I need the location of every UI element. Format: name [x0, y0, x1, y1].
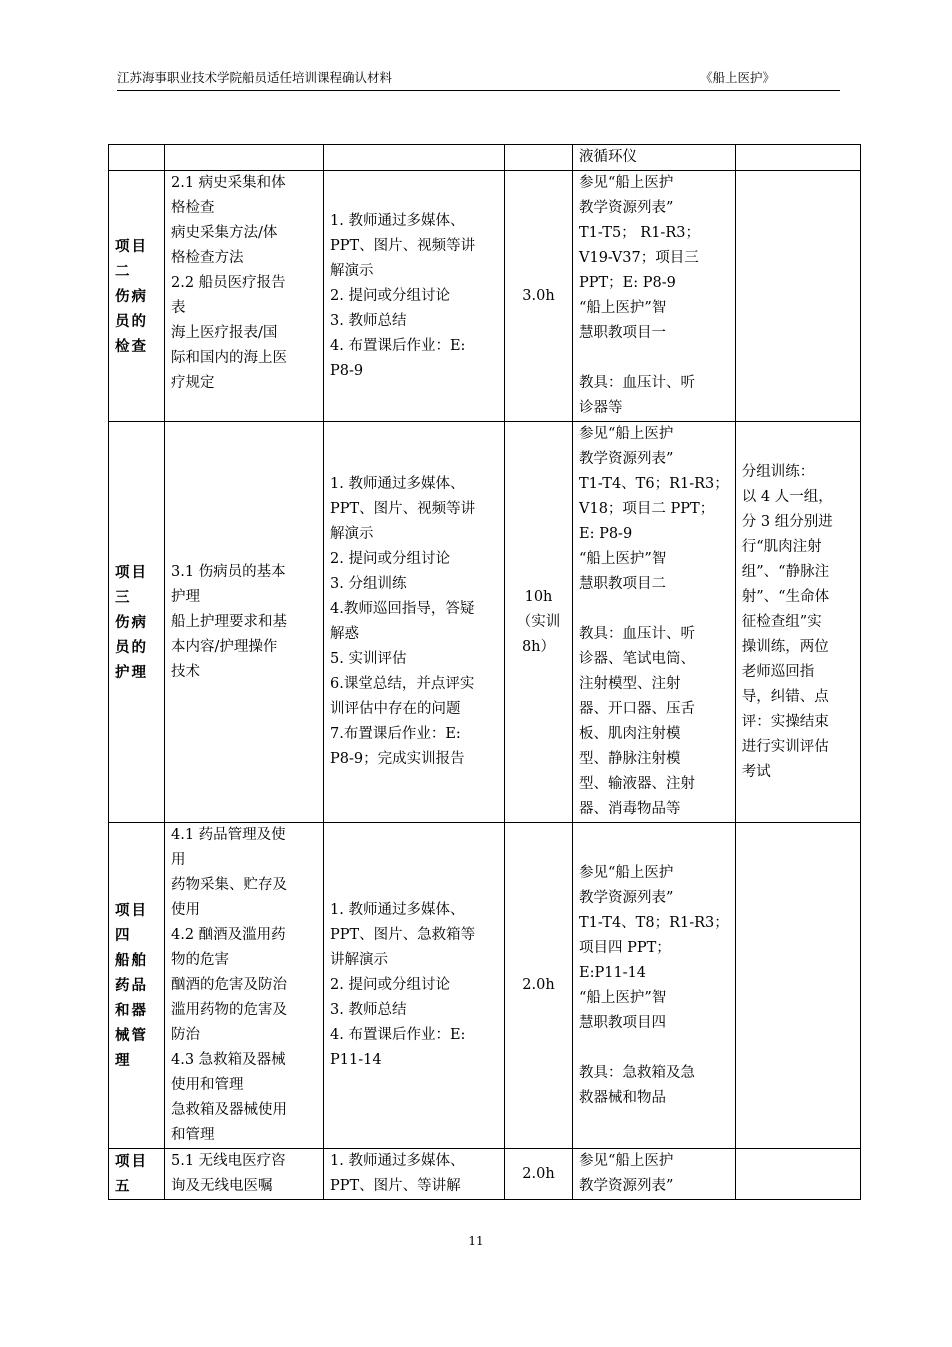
cell-line: 解演示	[330, 526, 374, 542]
cell-line: 教具：血压计、听	[579, 626, 695, 642]
table-row	[109, 145, 861, 171]
notes-cell	[735, 823, 860, 1149]
cell-line: 教具：急救箱及急	[579, 1064, 695, 1081]
cell-line: 讲解演示	[330, 952, 388, 968]
cell-line: 海上医疗报表/国	[171, 325, 278, 341]
header-course-title: 《船上医护》	[699, 70, 775, 85]
cell-line: 询及无线电医嘱	[171, 1178, 273, 1194]
cell-line: 3.1 伤病员的基本	[171, 563, 286, 580]
cell-line: 型、输液器、注射	[579, 776, 695, 792]
cell-line: 3. 教师总结	[330, 312, 407, 329]
cell-line: 诊器等	[579, 400, 623, 416]
cell-line: 8h）	[521, 638, 556, 655]
cell-line: 教学资源列表”	[579, 1178, 674, 1194]
notes-cell	[735, 422, 860, 823]
cell-line: 3. 分组训练	[330, 576, 407, 592]
cell-line: 导，纠错、点	[741, 688, 829, 705]
cell-line: PPT、图片、视频等讲	[330, 237, 476, 254]
cell-line: 行“肌肉注射	[741, 538, 822, 555]
table-row	[109, 171, 861, 422]
cell-line: 员的	[115, 638, 148, 656]
cell-line: 4.2 酗酒及滥用药	[171, 927, 286, 943]
cell-line: 项目	[115, 902, 148, 919]
cell-line: 评：实操结束	[741, 713, 829, 730]
cell-line: PPT；E: P8-9	[579, 275, 676, 291]
cell-line: 格检查方法	[171, 250, 244, 266]
cell-line: T1-T4、T8；R1-R3；	[579, 914, 729, 931]
cell-line: 6.课堂总结，并点评实	[330, 676, 475, 692]
cell-line: 2.0h	[522, 977, 555, 993]
cell-line: P8-9	[330, 362, 364, 379]
project-cell	[109, 422, 165, 823]
hours-cell	[505, 422, 573, 823]
cell-line: 慧职教项目二	[579, 576, 666, 592]
cell-line: 项目	[115, 237, 148, 255]
table-row	[109, 1149, 861, 1200]
resources-cell	[573, 422, 736, 823]
cell-line: 物的危害	[171, 952, 229, 968]
table-row	[109, 422, 861, 823]
cell-line: 参见“船上医护	[579, 426, 674, 442]
cell-line: 训评估中存在的问题	[330, 701, 461, 717]
cell-line: P11-14	[330, 1052, 382, 1068]
method-cell	[324, 1149, 505, 1200]
cell-line: 员的	[115, 312, 148, 330]
cell-line: E:P11-14	[579, 964, 647, 981]
cell-line: T1-T4、T6；R1-R3；	[579, 476, 729, 492]
resources-cell	[573, 145, 736, 171]
cell-line: 老师巡回指	[741, 663, 815, 680]
notes-cell	[735, 1149, 860, 1200]
cell-line: 组”、“静脉注	[741, 563, 830, 580]
cell-line: 防治	[171, 1027, 200, 1043]
cell-line: 病史采集方法/体	[171, 225, 278, 241]
cell-line: 使用和管理	[171, 1077, 244, 1093]
cell-line: P8-9；完成实训报告	[330, 751, 465, 767]
cell-line: 2. 提问或分组讨论	[330, 287, 450, 304]
cell-line: “船上医护”智	[579, 989, 667, 1006]
content-cell	[165, 422, 324, 823]
cell-line: 器、消毒物品等	[579, 801, 681, 817]
cell-line: 慧职教项目四	[579, 1014, 666, 1031]
cell-line: 护理	[115, 663, 148, 681]
cell-line: V19-V37；项目三	[579, 250, 699, 266]
header-institution: 江苏海事职业技术学院船员适任培训课程确认材料	[117, 70, 393, 85]
cell-line: 4.1 药品管理及使	[171, 827, 286, 843]
cell-line: 项目	[115, 563, 148, 581]
cell-line: 理	[115, 1052, 132, 1069]
cell-line: 慧职教项目一	[579, 325, 666, 341]
cell-line: PPT、图片、等讲解	[330, 1178, 461, 1194]
cell-line: 2. 提问或分组讨论	[330, 977, 450, 993]
cell-line: 10h	[524, 588, 553, 605]
cell-line: 分 3 组分别进	[741, 513, 833, 530]
content-cell	[165, 1149, 324, 1200]
cell-line: 注射模型、注射	[579, 676, 681, 692]
table-row	[109, 823, 861, 1149]
cell-line: 和器	[115, 1002, 148, 1019]
cell-line: 1. 教师通过多媒体、	[330, 212, 465, 229]
hours-cell	[505, 1149, 573, 1200]
content-cell	[165, 171, 324, 422]
cell-line: 三	[115, 588, 132, 606]
cell-line: T1-T5； R1-R3；	[579, 225, 700, 241]
cell-line: 使用	[171, 902, 200, 918]
method-cell	[324, 823, 505, 1149]
cell-line: 考试	[741, 763, 771, 780]
cell-line: 检查	[115, 337, 148, 355]
cell-line: 际和国内的海上医	[171, 350, 287, 366]
cell-line: 2.0h	[522, 1165, 555, 1182]
cell-line: 和管理	[171, 1127, 215, 1143]
cell-line: V18；项目二 PPT；	[579, 501, 715, 517]
method-cell	[324, 422, 505, 823]
cell-line: 疗规定	[171, 375, 215, 391]
course-plan-table	[108, 144, 861, 1200]
notes-cell	[735, 171, 860, 422]
cell-line: 船舶	[115, 952, 148, 969]
cell-line: 表	[171, 300, 186, 316]
cell-line: “船上医护”智	[579, 551, 667, 567]
cell-line: 板、肌肉注射模	[579, 726, 681, 742]
cell-line: 伤病	[115, 613, 148, 631]
cell-line: 2.2 船员医疗报告	[171, 275, 286, 291]
cell-line: 型、静脉注射模	[579, 751, 681, 767]
cell-line: 酗酒的危害及防治	[171, 977, 287, 993]
cell-line: 4. 布置课后作业：E:	[330, 1027, 466, 1043]
project-cell	[109, 823, 165, 1149]
hours-cell	[505, 171, 573, 422]
cell-line: 1. 教师通过多媒体、	[330, 902, 465, 918]
cell-line: 技术	[171, 663, 200, 680]
resources-cell	[573, 823, 736, 1149]
cell-line: 器、开口器、压舌	[579, 701, 695, 717]
cell-line: 救器械和物品	[579, 1089, 666, 1106]
cell-line: 用	[171, 852, 186, 868]
cell-line: 3. 教师总结	[330, 1002, 407, 1018]
hours-cell	[505, 823, 573, 1149]
cell-line: PPT、图片、急救箱等	[330, 927, 476, 943]
cell-line	[579, 346, 729, 371]
cell-line: 4.3 急救箱及器械	[171, 1052, 286, 1068]
cell-line: 液循环仪	[579, 149, 637, 165]
cell-line: PPT、图片、视频等讲	[330, 501, 476, 517]
cell-line: 参见“船上医护	[579, 1153, 674, 1169]
content-cell	[165, 145, 324, 171]
cell-line: 参见“船上医护	[579, 864, 674, 881]
method-cell	[324, 145, 505, 171]
cell-line	[579, 597, 729, 622]
cell-line: 船上护理要求和基	[171, 613, 287, 630]
resources-cell	[573, 1149, 736, 1200]
cell-line: 诊器、笔试电筒、	[579, 651, 695, 667]
cell-line: 5. 实训评估	[330, 651, 407, 667]
content-cell	[165, 823, 324, 1149]
project-cell	[109, 145, 165, 171]
cell-line: 射”、“生命体	[741, 588, 830, 605]
cell-line: 操训练，两位	[741, 638, 829, 655]
cell-line: 项目四 PPT；	[579, 939, 671, 956]
cell-line: “船上医护”智	[579, 300, 667, 316]
cell-line: 教学资源列表”	[579, 200, 674, 216]
method-cell	[324, 171, 505, 422]
cell-line: 3.0h	[522, 287, 555, 304]
cell-line: 格检查	[171, 200, 215, 216]
hours-cell	[505, 145, 573, 171]
cell-line: 教学资源列表”	[579, 889, 674, 906]
cell-line: 护理	[171, 588, 200, 605]
cell-line: 7.布置课后作业：E:	[330, 726, 461, 742]
cell-line: 械管	[115, 1027, 148, 1044]
project-cell	[109, 171, 165, 422]
cell-line: 进行实训评估	[741, 738, 829, 755]
cell-line: 急救箱及器械使用	[171, 1102, 287, 1118]
cell-line	[579, 1036, 729, 1061]
cell-line: 2. 提问或分组讨论	[330, 551, 450, 567]
cell-line: 分组训练：	[741, 463, 815, 480]
cell-line: 四	[115, 927, 132, 944]
cell-line: 伤病	[115, 287, 148, 305]
cell-line: 药物采集、贮存及	[171, 877, 287, 893]
cell-line: 解演示	[330, 262, 374, 279]
project-cell	[109, 1149, 165, 1200]
cell-line: 教具：血压计、听	[579, 375, 695, 391]
cell-line: 五	[115, 1178, 132, 1195]
cell-line: 项目	[115, 1153, 148, 1170]
cell-line: 2.1 病史采集和体	[171, 175, 286, 191]
cell-line: 5.1 无线电医疗咨	[171, 1153, 286, 1169]
cell-line: 教学资源列表”	[579, 451, 674, 467]
resources-cell	[573, 171, 736, 422]
cell-line: 4.教师巡回指导，答疑	[330, 601, 475, 617]
page-header	[117, 70, 840, 91]
cell-line: 解惑	[330, 626, 359, 642]
cell-line: 参见“船上医护	[579, 175, 674, 191]
cell-line: 本内容/护理操作	[171, 638, 278, 655]
cell-line: 药品	[115, 977, 148, 994]
page-number: 11	[468, 1234, 484, 1248]
cell-line: E: P8-9	[579, 526, 633, 542]
cell-line: 征检查组”实	[741, 613, 822, 630]
cell-line: 以 4 人一组，	[741, 488, 833, 505]
cell-line: 二	[115, 262, 132, 280]
cell-line: （实训	[516, 613, 561, 630]
cell-line: 4. 布置课后作业：E:	[330, 337, 466, 354]
cell-line: 滥用药物的危害及	[171, 1002, 287, 1018]
cell-line: 1. 教师通过多媒体、	[330, 476, 465, 492]
cell-line: 1. 教师通过多媒体、	[330, 1153, 465, 1169]
notes-cell	[735, 145, 860, 171]
